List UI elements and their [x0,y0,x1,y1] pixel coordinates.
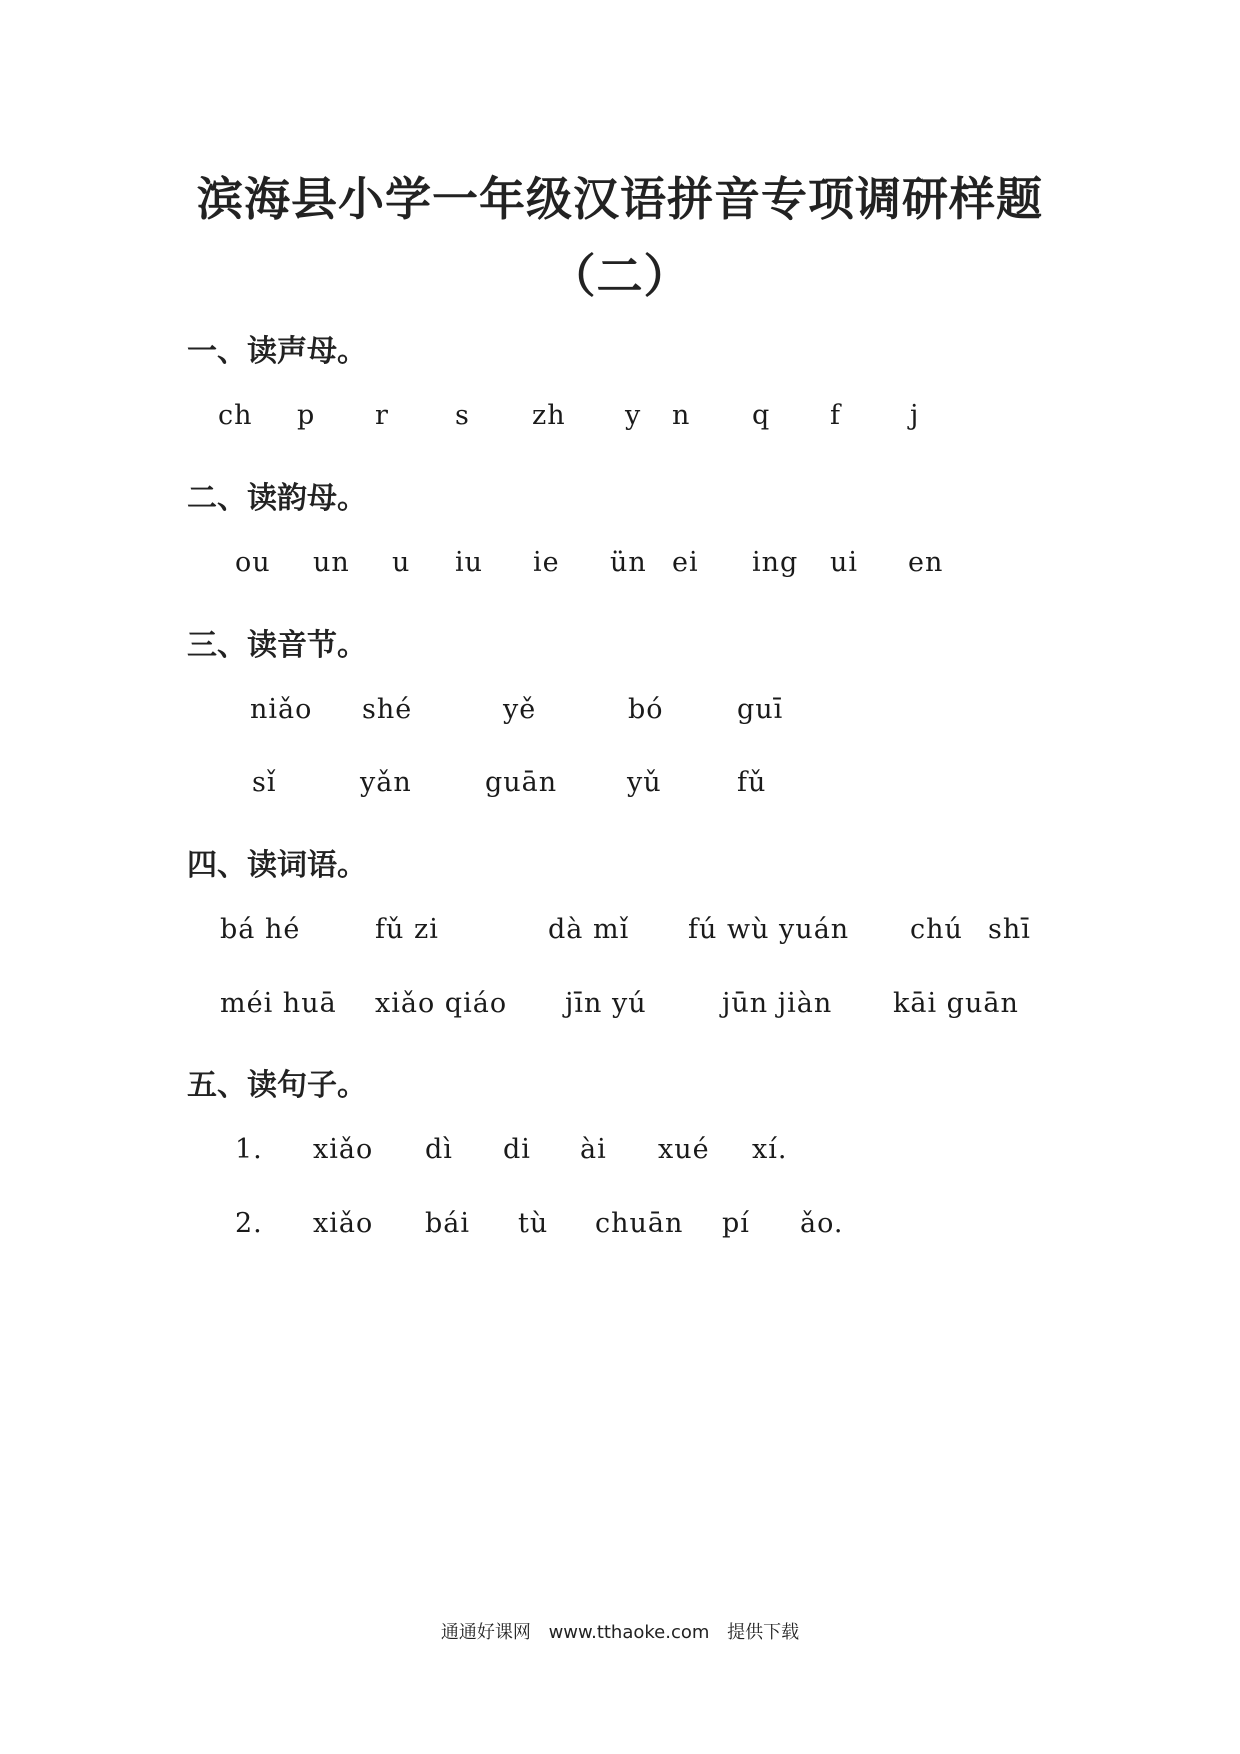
pinyin-token: n [672,400,691,431]
pinyin-token: fǔ [737,767,767,798]
pinyin-token: xiǎo [313,1208,374,1239]
words-row-2 [0,988,1240,1028]
footer-site-name: 通通好课网 [440,1622,531,1643]
pinyin-word: bá hé [220,914,301,945]
pinyin-token: iu [455,547,484,578]
pinyin-token: en [908,547,944,578]
finals-row [0,547,1240,587]
pinyin-token: p [297,400,316,431]
pinyin-token: ie [533,547,560,578]
pinyin-token: f [830,400,841,431]
section-heading-words: 四、读词语。 [187,848,367,883]
pinyin-token: tù [518,1208,549,1239]
pinyin-word: dà mǐ [548,914,630,945]
pinyin-token: zh [532,400,566,431]
section-heading-syllables: 三、读音节。 [187,628,367,663]
pinyin-token: niǎo [250,694,313,725]
sentence-row-1 [0,1134,1240,1174]
pinyin-token: s [455,400,470,431]
pinyin-token: un [313,547,350,578]
pinyin-token: r [375,400,389,431]
page-footer [0,1618,1240,1644]
pinyin-token: q [752,400,771,431]
pinyin-word: xiǎo qiáo [375,988,508,1019]
pinyin-token: shé [362,694,413,725]
pinyin-word: fǔ zi [375,914,439,945]
sentence-row-2 [0,1208,1240,1248]
pinyin-token: yǎn [360,767,412,798]
pinyin-token: chuān [595,1208,684,1239]
pinyin-token: ou [235,547,271,578]
syllables-row-1 [0,694,1240,734]
sentence-number: 1. [235,1134,263,1165]
pinyin-token: ǎo. [800,1208,844,1239]
pinyin-token: u [392,547,411,578]
sentence-number: 2. [235,1208,263,1239]
pinyin-token: bó [628,694,664,725]
pinyin-token: di [503,1134,531,1165]
syllables-row-2 [0,767,1240,807]
pinyin-token: ei [672,547,699,578]
pinyin-token: j [910,400,920,431]
pinyin-token: yǔ [627,767,662,798]
pinyin-token: bái [425,1208,471,1239]
pinyin-token: xí. [752,1134,788,1165]
pinyin-token: guān [485,767,558,798]
pinyin-word: jīn yú [565,988,647,1019]
pinyin-word: kāi guān [893,988,1019,1019]
words-row-1 [0,914,1240,954]
pinyin-token: y [625,400,642,431]
section-heading-initials: 一、读声母。 [187,334,367,369]
section-heading-sentences: 五、读句子。 [187,1068,367,1103]
pinyin-token: guī [737,694,784,725]
section-heading-finals: 二、读韵母。 [187,481,367,516]
footer-url[interactable]: www.tthaoke.com [548,1622,710,1643]
pinyin-word: méi huā [220,988,337,1019]
pinyin-token: sǐ [252,767,277,798]
pinyin-token: xiǎo [313,1134,374,1165]
initials-row [0,400,1240,440]
pinyin-word: chú [910,914,963,945]
pinyin-word: jūn jiàn [722,988,833,1019]
page-subtitle: （二） [549,249,691,303]
pinyin-token: ing [752,547,799,578]
pinyin-token: xué [658,1134,710,1165]
pinyin-token: yě [503,694,537,725]
pinyin-token: ch [218,400,253,431]
footer-suffix: 提供下载 [727,1622,800,1643]
pinyin-token: ün [610,547,647,578]
page-title: 滨海县小学一年级汉语拼音专项调研样题 [197,172,1043,226]
pinyin-word: fú wù yuán [688,914,850,945]
pinyin-token: pí [722,1208,750,1239]
pinyin-token: dì [425,1134,453,1165]
pinyin-token: ui [830,547,859,578]
pinyin-word: shī [988,914,1031,945]
pinyin-token: ài [580,1134,607,1165]
